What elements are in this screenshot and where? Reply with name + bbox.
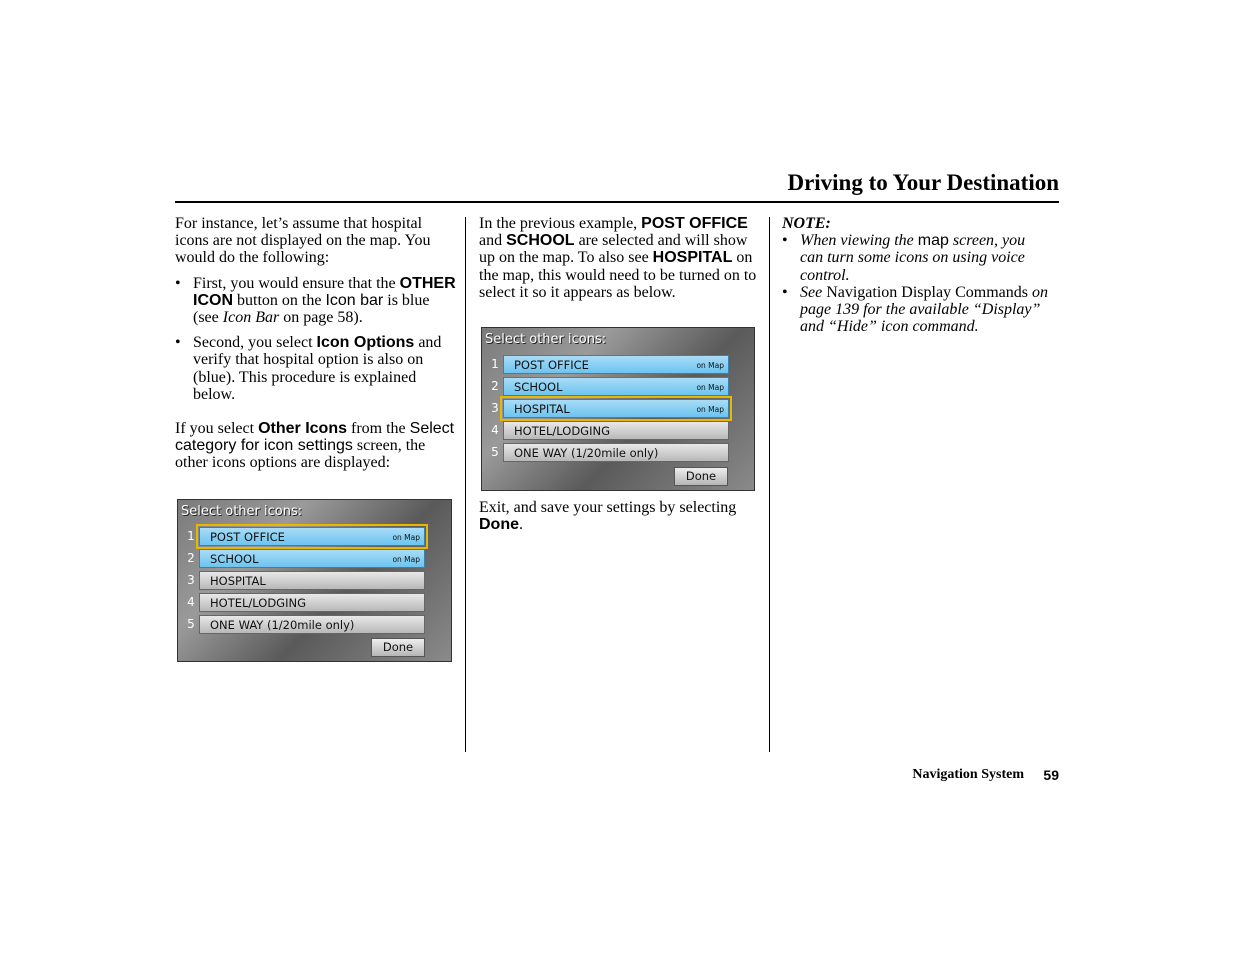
row-label: SCHOOL — [514, 380, 563, 394]
exit-paragraph — [479, 499, 759, 533]
button-ref: Other Icons — [258, 420, 347, 438]
text: screen, you can turn some icons on using voice control. — [800, 232, 1026, 284]
row-number: 1 — [187, 529, 195, 543]
text: If you select — [175, 420, 259, 438]
ui-ref: Icon bar — [325, 291, 384, 309]
text: Second, you select — [193, 334, 317, 352]
row-label: SCHOOL — [210, 552, 259, 566]
note-item: • When viewing the map screen, you can turn some icons on using voice control. — [782, 232, 1026, 284]
option-one-way[interactable] — [503, 443, 729, 462]
nav-screen-1 — [177, 499, 452, 662]
option-hotel-lodging[interactable] — [503, 421, 729, 440]
ui-ref: Select category for icon settings — [175, 420, 455, 455]
row-label: POST OFFICE — [514, 358, 589, 372]
option-hospital[interactable] — [503, 399, 729, 418]
option-ref: HOSPITAL — [652, 249, 733, 267]
bullet-item: • First, you would ensure that the OTHER ICON button on the Icon bar is blue (see Icon Bar on page 58). — [175, 274, 456, 327]
option-hospital[interactable] — [199, 571, 425, 590]
text: When viewing the — [800, 232, 918, 250]
row-label: HOTEL/LODGING — [514, 424, 610, 438]
option-one-way[interactable] — [199, 615, 425, 634]
ui-ref: map — [917, 232, 949, 250]
on-map-tag: on Map — [392, 555, 420, 564]
row-number: 5 — [187, 617, 195, 631]
text: from the — [346, 420, 410, 438]
row-label: HOSPITAL — [210, 574, 266, 588]
column-divider-1 — [465, 217, 466, 752]
text: and verify that hospital option is also on (blue). This procedure is explained below. — [193, 334, 442, 403]
example-paragraph — [479, 215, 759, 301]
row-number: 4 — [491, 423, 499, 437]
note-item: • See Navigation Display Commands on page 139 for the available “Display” and “Hide” icon command. — [782, 283, 1048, 336]
option-post-office[interactable] — [503, 355, 729, 374]
row-number: 3 — [491, 401, 499, 415]
row-number: 2 — [187, 551, 195, 565]
cross-ref: Icon Bar — [222, 309, 280, 327]
text: button on the — [233, 291, 326, 309]
row-label: HOSPITAL — [514, 402, 570, 416]
row-label: HOTEL/LODGING — [210, 596, 306, 610]
column-divider-2 — [769, 217, 770, 752]
row-label: ONE WAY (1/20mile only) — [514, 446, 659, 460]
text: are selected and will show up on the map. To also see — [479, 232, 748, 267]
row-number: 2 — [491, 379, 499, 393]
text: is blue (see — [193, 291, 430, 327]
column-2 — [479, 215, 759, 301]
option-school[interactable] — [199, 549, 425, 568]
on-map-tag: on Map — [392, 533, 420, 542]
row-number: 4 — [187, 595, 195, 609]
screen-header: Select other icons: — [181, 504, 303, 519]
page-number: 59 — [1043, 767, 1059, 783]
bullet-item: • Second, you select Icon Options and verify that hospital option is also on (blue). This procedure is explained below. — [175, 334, 442, 403]
option-hotel-lodging[interactable] — [199, 593, 425, 612]
text: on the map, this would need to be turned on to select it so it appears as below. — [479, 249, 757, 301]
text: See — [800, 283, 823, 301]
done-button[interactable]: Done — [674, 467, 728, 486]
instruction-paragraph — [175, 420, 457, 472]
text: In the previous example, — [479, 215, 642, 232]
on-map-tag: on Map — [696, 405, 724, 414]
text: . — [519, 516, 523, 534]
cross-ref: Navigation Display Commands — [822, 283, 1032, 301]
done-button[interactable]: Done — [371, 638, 425, 657]
on-map-tag: on Map — [696, 361, 724, 370]
button-ref: OTHER ICON — [193, 274, 456, 309]
nav-screen-2 — [481, 327, 755, 491]
title-rule — [175, 201, 1059, 203]
row-number: 3 — [187, 573, 195, 587]
column-1 — [175, 215, 457, 472]
row-label: POST OFFICE — [210, 530, 285, 544]
intro-paragraph: For instance, let’s assume that hospital icons are not displayed on the map. You would do the following: — [175, 215, 431, 267]
row-label: ONE WAY (1/20mile only) — [210, 618, 355, 632]
option-ref: SCHOOL — [506, 232, 575, 250]
row-number: 1 — [491, 357, 499, 371]
option-school[interactable] — [503, 377, 729, 396]
exit-text — [479, 499, 759, 533]
text: on page 139 for the available “Display” and “Hide” icon command. — [800, 283, 1048, 336]
option-post-office[interactable] — [199, 527, 425, 546]
text: screen, the other icons options are displayed: — [175, 437, 426, 472]
column-3 — [782, 215, 1052, 335]
screen-header: Select other icons: — [485, 332, 607, 347]
option-ref: POST OFFICE — [641, 215, 748, 232]
row-number: 5 — [491, 445, 499, 459]
note-heading: NOTE: — [782, 215, 831, 232]
text: on page 58). — [279, 309, 363, 327]
page-title: Driving to Your Destination — [787, 170, 1059, 195]
text: First, you would ensure that the — [193, 274, 400, 292]
button-ref: Icon Options — [316, 334, 415, 352]
on-map-tag: on Map — [696, 383, 724, 392]
text: and — [479, 232, 507, 250]
button-ref: Done — [479, 516, 519, 534]
footer-label: Navigation System — [912, 767, 1024, 782]
text: Exit, and save your settings by selecting — [479, 499, 737, 516]
